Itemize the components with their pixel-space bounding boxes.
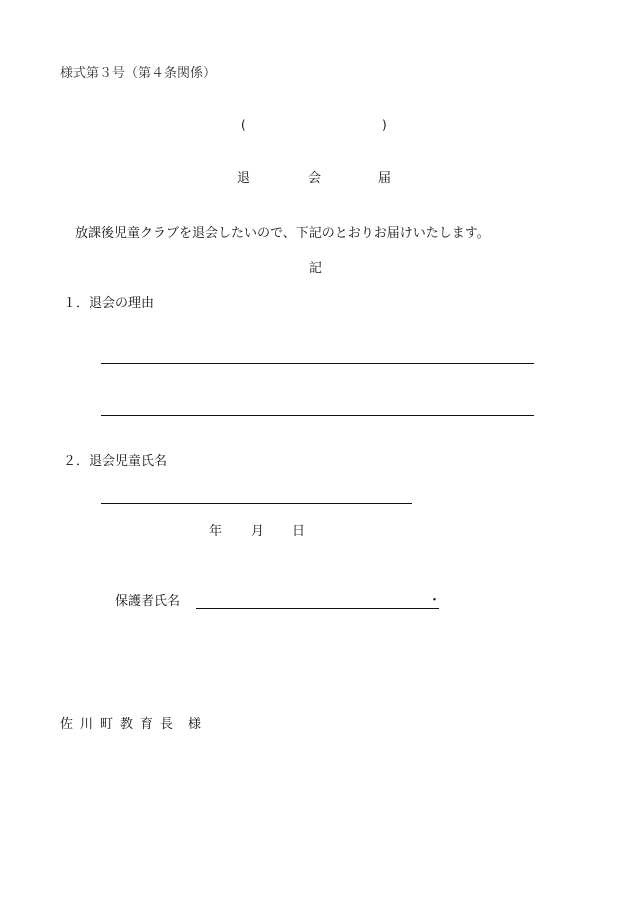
addressee-char: 様 — [188, 717, 202, 732]
child-name-line[interactable] — [101, 503, 412, 504]
subtitle-paren-open: ( — [241, 118, 246, 132]
title-char: 会 — [308, 171, 322, 186]
body-text: 放課後児童クラブを退会したいので、下記のとおりお届けいたします。 — [75, 226, 490, 241]
addressee-char: 町 — [100, 717, 114, 732]
form-number: 様式第３号（第４条関係） — [60, 66, 217, 81]
item-withdrawal-reason-label: １．退会の理由 — [63, 296, 155, 311]
subtitle-paren-close: ) — [382, 118, 387, 132]
withdrawal-reason-line-1[interactable] — [101, 363, 534, 364]
guardian-name-line[interactable] — [196, 608, 439, 609]
document-title — [0, 170, 630, 190]
seal-mark: ・ — [428, 593, 442, 608]
withdrawal-reason-line-2[interactable] — [101, 415, 534, 416]
date-month: 月 — [251, 524, 265, 539]
date-year: 年 — [209, 524, 223, 539]
addressee-char: 佐 — [60, 717, 74, 732]
addressee-char: 育 — [140, 717, 154, 732]
date-day: 日 — [292, 524, 306, 539]
ki-heading: 記 — [309, 261, 323, 276]
addressee-char: 長 — [160, 717, 174, 732]
addressee-char: 教 — [120, 717, 134, 732]
title-char: 退 — [237, 171, 251, 186]
item-child-name-label: ２．退会児童氏名 — [63, 454, 168, 469]
title-char: 届 — [378, 171, 392, 186]
guardian-name-label: 保護者氏名 — [115, 594, 181, 609]
addressee-char: 川 — [80, 717, 94, 732]
